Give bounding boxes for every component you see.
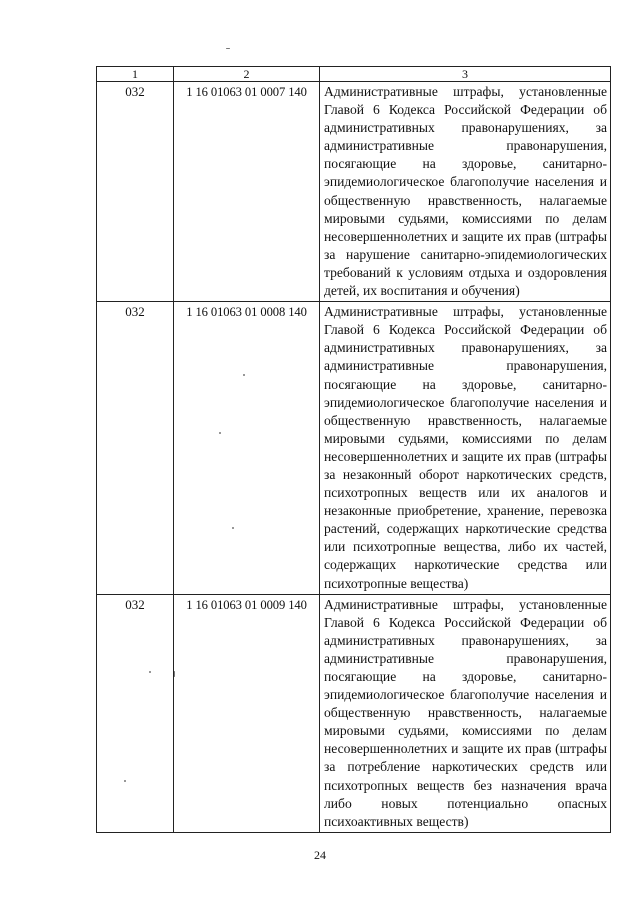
admin-code-cell: 032: [97, 302, 174, 595]
scan-speck: [232, 527, 234, 529]
page-number: 24: [314, 848, 326, 862]
budget-codes-table: [96, 66, 611, 833]
scan-speck: [243, 374, 245, 376]
scan-speck: [124, 780, 126, 782]
admin-code-cell: 032: [97, 82, 174, 302]
kbk-code-cell: 1 16 01063 01 0009 140: [174, 594, 320, 832]
table-row: [97, 82, 611, 302]
column-header-3: 3: [320, 67, 611, 82]
table-row: [97, 594, 611, 832]
description-cell: Административные штрафы, установленные Главой 6 Кодекса Российской Федерации об административных правонарушениях, за административные правонарушения, посягающие на здоровье, санитарно-эпидемиологическое благополучие населения и общественную нравственность, налагаемые мировыми судьями, комиссиями по делам несовершеннолетних и защите их прав (штрафы за потребление наркотических средств или психотропных веществ без назначения врача либо новых потенциально опасных психоактивных веществ): [320, 594, 611, 832]
description-cell: Административные штрафы, установленные Главой 6 Кодекса Российской Федерации об административных правонарушениях, за административные правонарушения, посягающие на здоровье, санитарно-эпидемиологическое благополучие населения и общественную нравственность, налагаемые мировыми судьями, комиссиями по делам несовершеннолетних и защите их прав (штрафы за незаконный оборот наркотических средств, психотропных веществ или их аналогов и незаконные приобретение, хранение, перевозка растений, содержащих наркотические средства или психотропные вещества, либо их частей, содержащих наркотические средства или психотропные вещества): [320, 302, 611, 595]
admin-code-cell: 032: [97, 594, 174, 832]
column-header-1: 1: [97, 67, 174, 82]
column-header-2: 2: [174, 67, 320, 82]
scan-speck: [226, 48, 230, 49]
kbk-code-cell: 1 16 01063 01 0007 140: [174, 82, 320, 302]
scan-speck: [149, 671, 151, 673]
kbk-code-cell: 1 16 01063 01 0008 140: [174, 302, 320, 595]
table-row: [97, 302, 611, 595]
description-cell: Административные штрафы, установленные Главой 6 Кодекса Российской Федерации об административных правонарушениях, за административные правонарушения, посягающие на здоровье, санитарно-эпидемиологическое благополучие населения и общественную нравственность, налагаемые мировыми судьями, комиссиями по делам несовершеннолетних и защите их прав (штрафы за нарушение санитарно-эпидемиологических требований к условиям отдыха и оздоровления детей, их воспитания и обучения): [320, 82, 611, 302]
scan-speck: [174, 671, 175, 677]
scan-speck: [219, 432, 221, 434]
table-header-row: [97, 67, 611, 82]
